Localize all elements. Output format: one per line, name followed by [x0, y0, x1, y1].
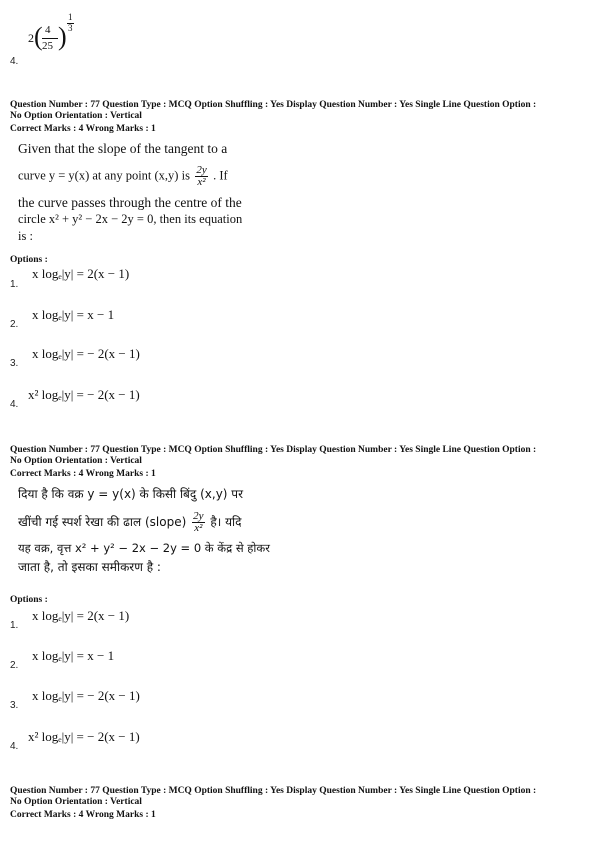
question-text-hindi — [18, 486, 278, 576]
marks-line: Correct Marks : 4 Wrong Marks : 1 — [10, 810, 156, 820]
option-2-number: 2. — [10, 319, 19, 330]
option-2-text-hindi[interactable]: x logₑ|y| = x − 1 — [32, 648, 115, 663]
options-label: Options : — [10, 255, 48, 265]
slope-fraction-hindi — [192, 511, 204, 534]
hindi-line-2 — [18, 511, 278, 534]
option-4-text-hindi[interactable]: x² logₑ|y| = − 2(x − 1) — [28, 729, 140, 744]
meta-line-2: No Option Orientation : Vertical — [10, 456, 142, 466]
fraction-denominator: 25 — [42, 40, 53, 52]
question-line-5: is : — [18, 229, 33, 243]
question-line-2 — [18, 165, 268, 188]
previous-option-4-expression — [28, 14, 88, 60]
question-line-2-text: curve y = y(x) at any point (x,y) is — [18, 168, 190, 183]
hindi-line-2-end: है। यदि — [210, 515, 242, 529]
hindi-line-4: जाता है, तो इसका समीकरण है : — [18, 560, 161, 574]
option-4-text[interactable]: x² logₑ|y| = − 2(x − 1) — [28, 387, 140, 402]
option-1-number: 1. — [10, 279, 19, 290]
option-3-text[interactable]: x logₑ|y| = − 2(x − 1) — [32, 346, 140, 361]
option-1-number-hindi: 1. — [10, 620, 19, 631]
question-line-3: the curve passes through the centre of the — [18, 195, 242, 210]
slope-denominator: x² — [194, 522, 203, 534]
left-paren: ( — [34, 22, 43, 51]
question-line-4: circle x² + y² − 2x − 2y = 0, then its equation — [18, 212, 243, 226]
slope-denominator: x² — [197, 176, 206, 188]
option-4-number-hindi: 4. — [10, 741, 19, 752]
option-2-number-hindi: 2. — [10, 660, 19, 671]
option-3-text-hindi[interactable]: x logₑ|y| = − 2(x − 1) — [32, 688, 140, 703]
hindi-line-1: दिया है कि वक्र y = y(x) के किसी बिंदु (x,y) पर — [18, 487, 244, 501]
question-text-english — [18, 140, 268, 245]
option-3-number: 3. — [10, 358, 19, 369]
option-1-text-hindi[interactable]: x logₑ|y| = 2(x − 1) — [32, 608, 130, 623]
question-meta-2 — [10, 445, 536, 480]
meta-line-1: Question Number : 77 Question Type : MCQ Option Shuffling : Yes Display Question Number : Yes Single Line Question Option : — [10, 445, 537, 455]
meta-line-1: Question Number : 77 Question Type : MCQ Option Shuffling : Yes Display Question Number : Yes Single Line Question Option : — [10, 100, 537, 110]
question-meta-1 — [10, 100, 536, 135]
fraction-bar — [42, 38, 58, 39]
marks-line: Correct Marks : 4 Wrong Marks : 1 — [10, 124, 156, 134]
exponent-denominator: 3 — [68, 23, 73, 33]
option-2-text[interactable]: x logₑ|y| = x − 1 — [32, 307, 115, 322]
meta-line-2: No Option Orientation : Vertical — [10, 797, 142, 807]
slope-fraction — [195, 165, 207, 188]
slope-numerator: 2y — [193, 510, 204, 522]
hindi-line-3: यह वक्र, वृत्त x² + y² − 2x − 2y = 0 के केंद्र से होकर — [18, 541, 270, 555]
option-4-number: 4. — [10, 399, 19, 410]
meta-line-2: No Option Orientation : Vertical — [10, 111, 142, 121]
exponent-numerator: 1 — [68, 12, 73, 22]
fraction-numerator: 4 — [45, 24, 51, 36]
option-1-text[interactable]: x logₑ|y| = 2(x − 1) — [32, 266, 130, 281]
question-line-2-end: . If — [213, 168, 228, 183]
right-paren: ) — [58, 22, 67, 51]
options-label-hindi: Options : — [10, 595, 48, 605]
slope-numerator: 2y — [196, 164, 207, 176]
question-line-1: Given that the slope of the tangent to a — [18, 141, 228, 156]
marks-line: Correct Marks : 4 Wrong Marks : 1 — [10, 469, 156, 479]
hindi-line-2-text: खींची गई स्पर्श रेखा की ढाल (slope) — [18, 515, 187, 529]
coefficient: 2 — [28, 31, 34, 45]
previous-option-number: 4. — [10, 56, 19, 67]
meta-line-1: Question Number : 77 Question Type : MCQ Option Shuffling : Yes Display Question Number : Yes Single Line Question Option : — [10, 786, 537, 796]
option-3-number-hindi: 3. — [10, 700, 19, 711]
question-meta-3 — [10, 786, 536, 821]
